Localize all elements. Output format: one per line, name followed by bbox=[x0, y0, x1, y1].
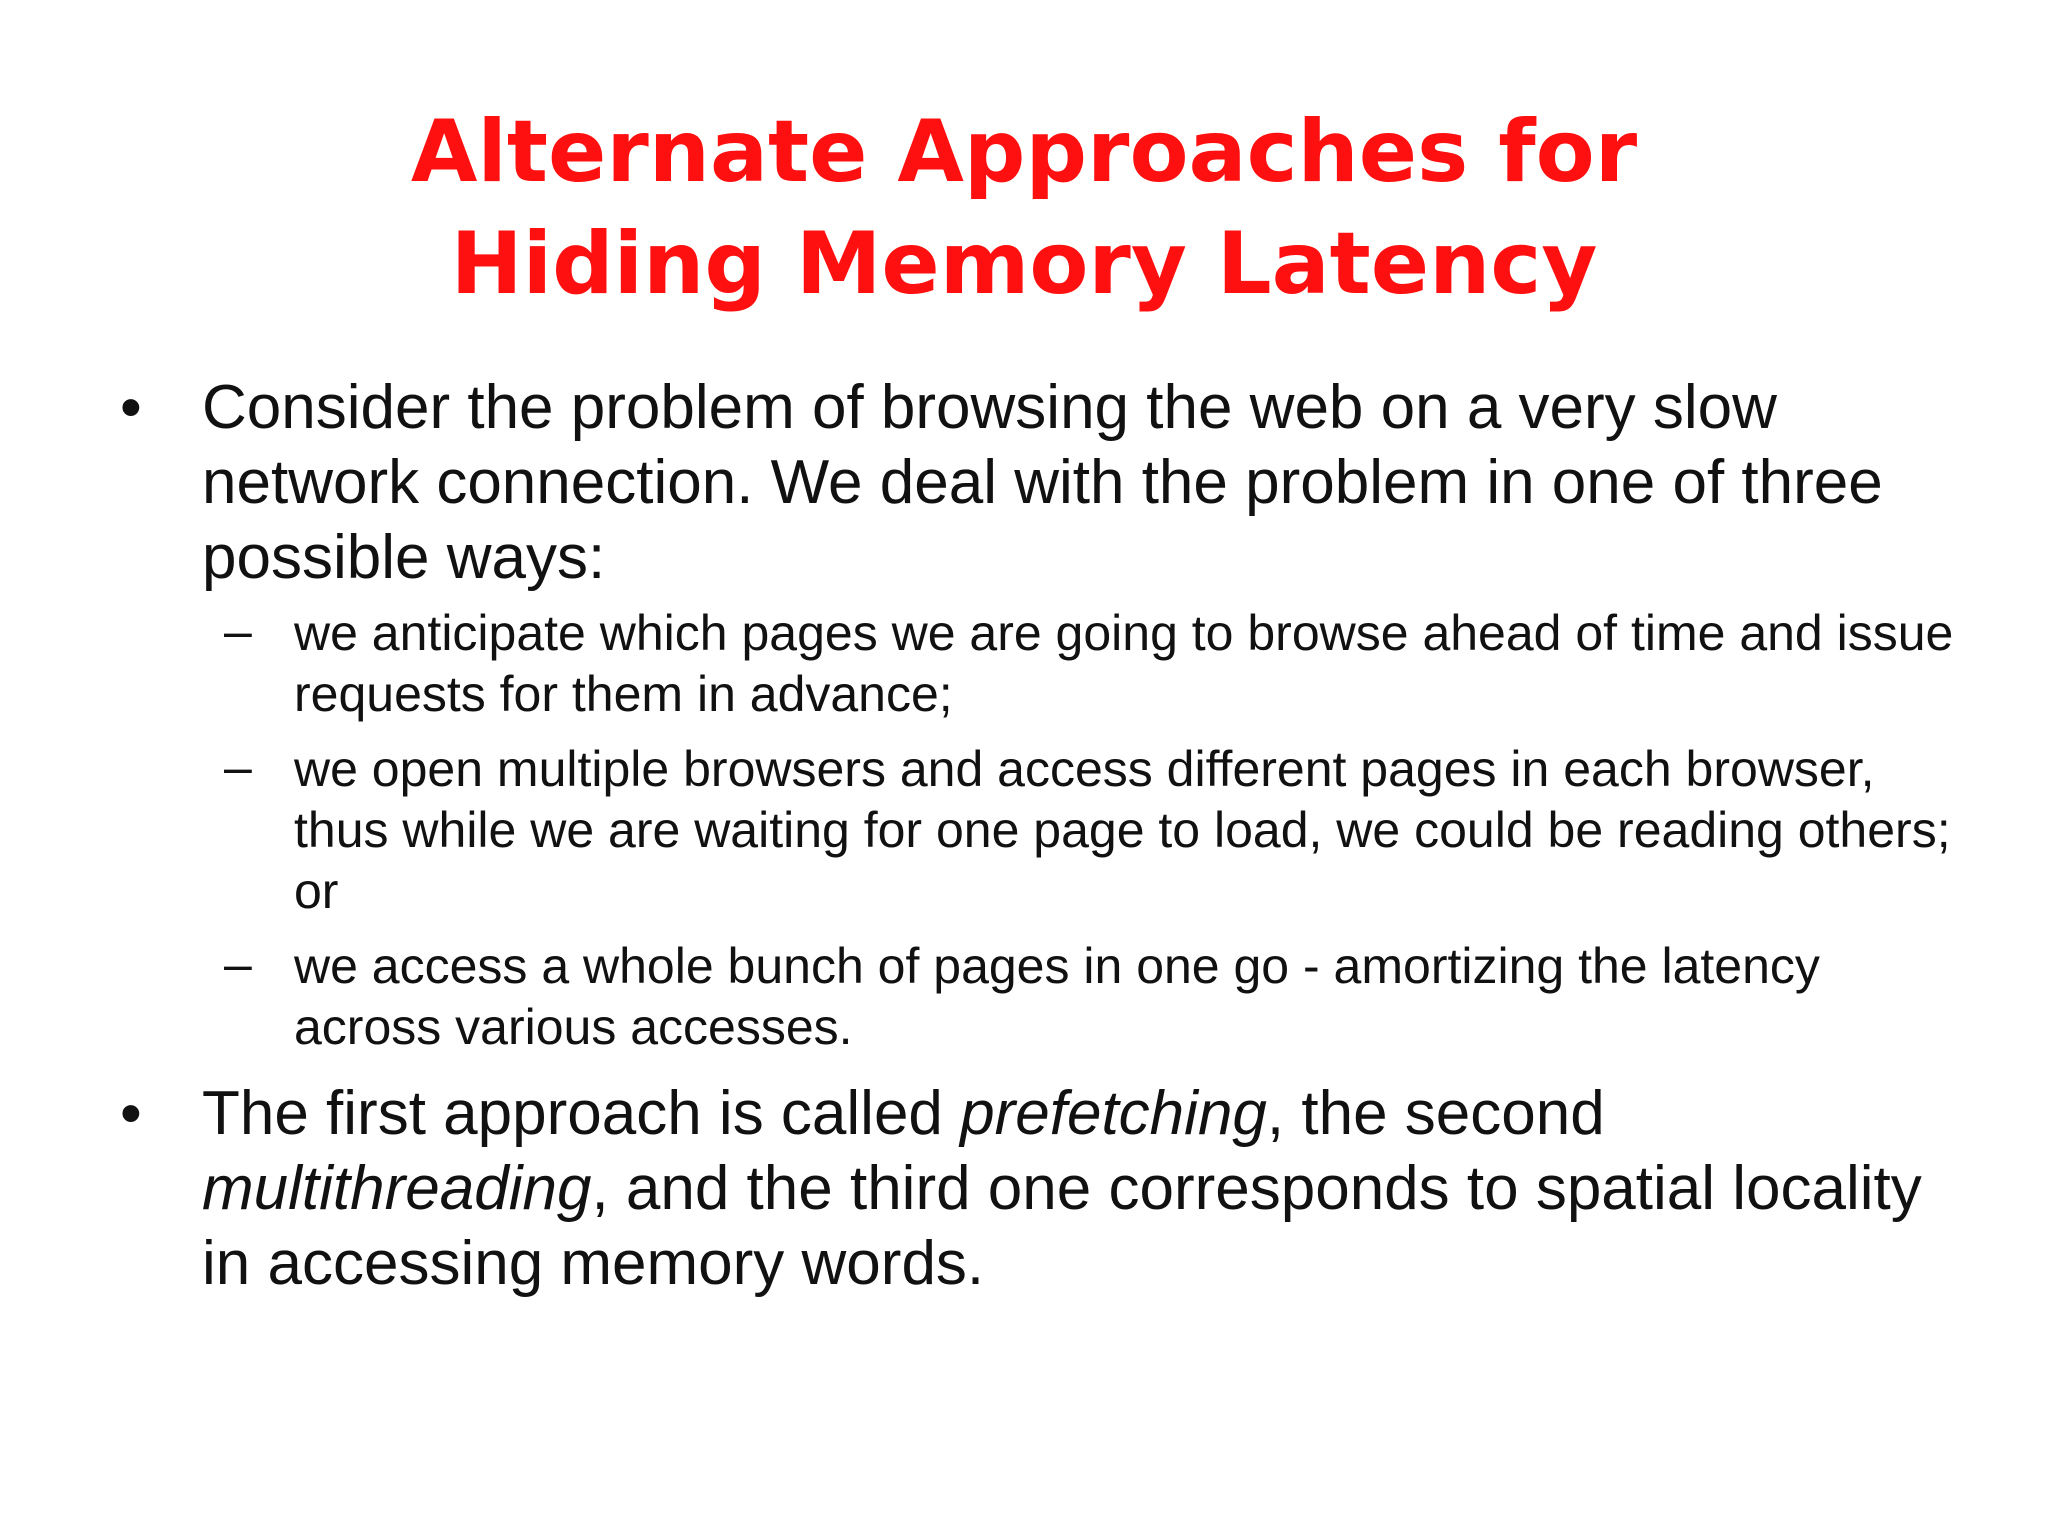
sub-bullet-item-3 bbox=[120, 936, 1980, 1058]
title-line-1: Alternate Approaches for bbox=[410, 102, 1638, 202]
bullet-item-1 bbox=[120, 370, 1980, 595]
sub-bullet-text: we anticipate which pages we are going to browse ahead of time and issue requests for them in advance; bbox=[294, 605, 1954, 722]
bullet-marker: • bbox=[120, 373, 142, 442]
bullet-text bbox=[202, 1079, 1922, 1298]
text-part-3: , and the third one corresponds to spatial locality in accessing memory words. bbox=[202, 1154, 1922, 1298]
sub-bullet-text: we access a whole bunch of pages in one go - amortizing the latency across various accesses. bbox=[294, 938, 1820, 1055]
title-line-2: Hiding Memory Latency bbox=[450, 214, 1598, 314]
sub-bullet-item-2 bbox=[120, 739, 1980, 922]
bullet-item-2 bbox=[120, 1076, 1980, 1301]
bullet-text: Consider the problem of browsing the web on a very slow network connection. We deal with the problem in one of three possible ways: bbox=[202, 373, 1883, 592]
term-prefetching: prefetching bbox=[960, 1079, 1267, 1148]
sub-bullet-text: we open multiple browsers and access different pages in each browser, thus while we are waiting for one page to load, we could be reading others; or bbox=[294, 741, 1951, 919]
text-part-2: , the second bbox=[1266, 1079, 1605, 1148]
slide-body bbox=[120, 370, 1980, 1309]
term-multithreading: multithreading bbox=[202, 1154, 592, 1223]
bullet-marker: • bbox=[120, 1079, 142, 1148]
dash-marker: – bbox=[224, 739, 252, 795]
dash-marker: – bbox=[224, 936, 252, 992]
dash-marker: – bbox=[224, 603, 252, 659]
sub-bullet-list bbox=[120, 603, 1980, 1058]
sub-bullet-item-1 bbox=[120, 603, 1980, 725]
slide-title bbox=[0, 96, 2048, 320]
text-part-1: The first approach is called bbox=[202, 1079, 961, 1148]
